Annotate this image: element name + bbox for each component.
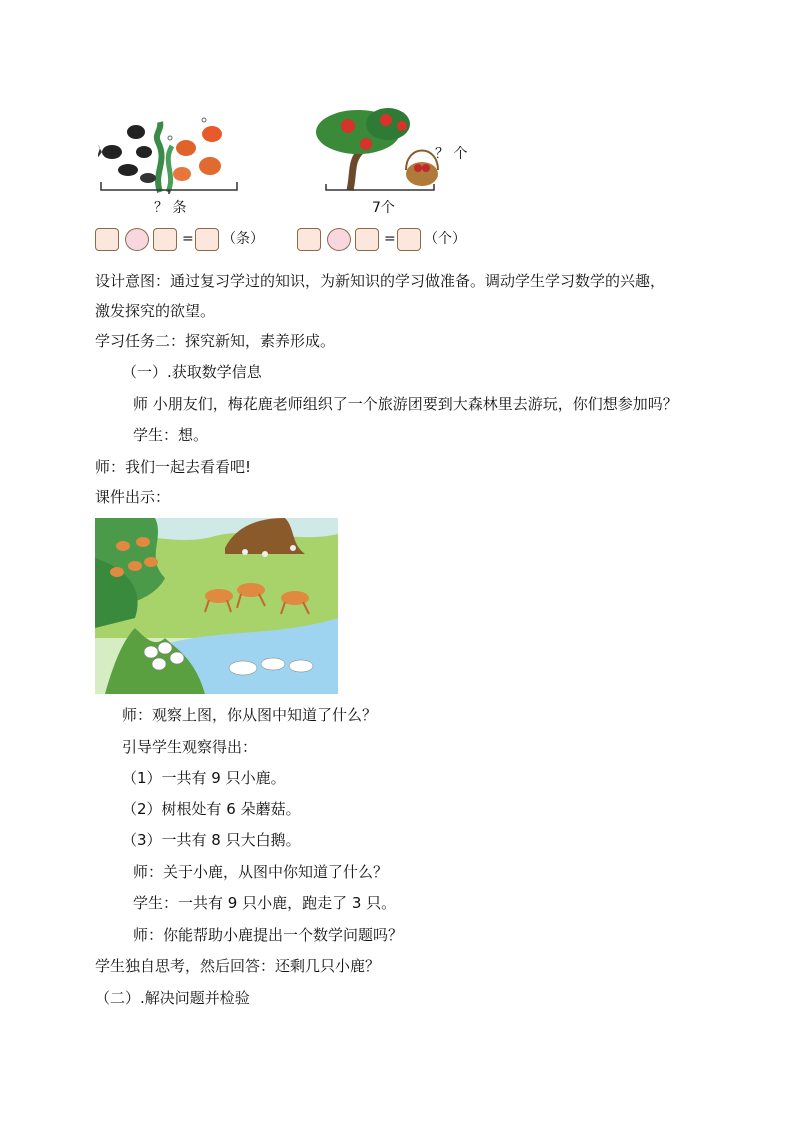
observation-2: （2）树根处有 6 朵蘑菇。 — [122, 800, 301, 818]
courseware-label: 课件出示： — [95, 488, 171, 506]
equation2-operator-circle[interactable] — [327, 228, 351, 251]
section-one-heading: （一）.获取数学信息 — [122, 363, 262, 381]
equation2-unit: （个） — [424, 231, 466, 247]
equation1-box-2[interactable] — [153, 228, 177, 251]
equation1-equals: = — [182, 231, 194, 247]
equation1-box-1[interactable] — [95, 228, 119, 251]
guide-line: 引导学生观察得出： — [122, 738, 258, 756]
teacher-line-ask-question: 师：你能帮助小鹿提出一个数学问题吗？ — [133, 926, 404, 944]
design-intent-line-2: 激发探究的欲望。 — [95, 302, 216, 320]
design-intent-line-1: 设计意图：通过复习学过的知识，为新知识的学习做准备。调动学生学习数学的兴趣， — [95, 272, 666, 290]
student-line-want: 学生：想。 — [133, 426, 209, 444]
equation1-answer-box[interactable] — [195, 228, 219, 251]
student-answer-line: 学生独自思考，然后回答：还剩几只小鹿？ — [95, 957, 381, 975]
teacher-line-invite: 师 小朋友们，梅花鹿老师组织了一个旅游团要到大森林里去游玩，你们想参加吗？ — [133, 395, 678, 413]
equation2-box-2[interactable] — [355, 228, 379, 251]
equation2-answer-box[interactable] — [397, 228, 421, 251]
section-two-heading: （二）.解决问题并检验 — [95, 989, 250, 1007]
teacher-line-lets-see: 师：我们一起去看看吧! — [95, 458, 252, 476]
equation2-equals: = — [384, 231, 396, 247]
teacher-line-about-deer: 师：关于小鹿，从图中你知道了什么？ — [133, 863, 389, 881]
fish-question-label: ？ 条 — [154, 200, 187, 216]
equation2-box-1[interactable] — [297, 228, 321, 251]
apple-tree-illustration — [310, 104, 450, 194]
observation-3: （3）一共有 8 只大白鹅。 — [122, 831, 301, 849]
apple-question-mark: ？ 个 — [435, 146, 468, 162]
tree-total-label: 7个 — [372, 200, 395, 216]
task-two-heading: 学习任务二：探究新知，素养形成。 — [95, 332, 336, 350]
forest-deer-scene-illustration — [95, 518, 338, 694]
equation1-operator-circle[interactable] — [125, 228, 149, 251]
goldfish-illustration — [98, 112, 240, 194]
student-line-deer-count: 学生：一共有 9 只小鹿，跑走了 3 只。 — [133, 894, 397, 912]
equation1-unit: （条） — [222, 231, 264, 247]
teacher-line-observe: 师：观察上图，你从图中知道了什么？ — [122, 706, 378, 724]
observation-1: （1）一共有 9 只小鹿。 — [122, 769, 286, 787]
